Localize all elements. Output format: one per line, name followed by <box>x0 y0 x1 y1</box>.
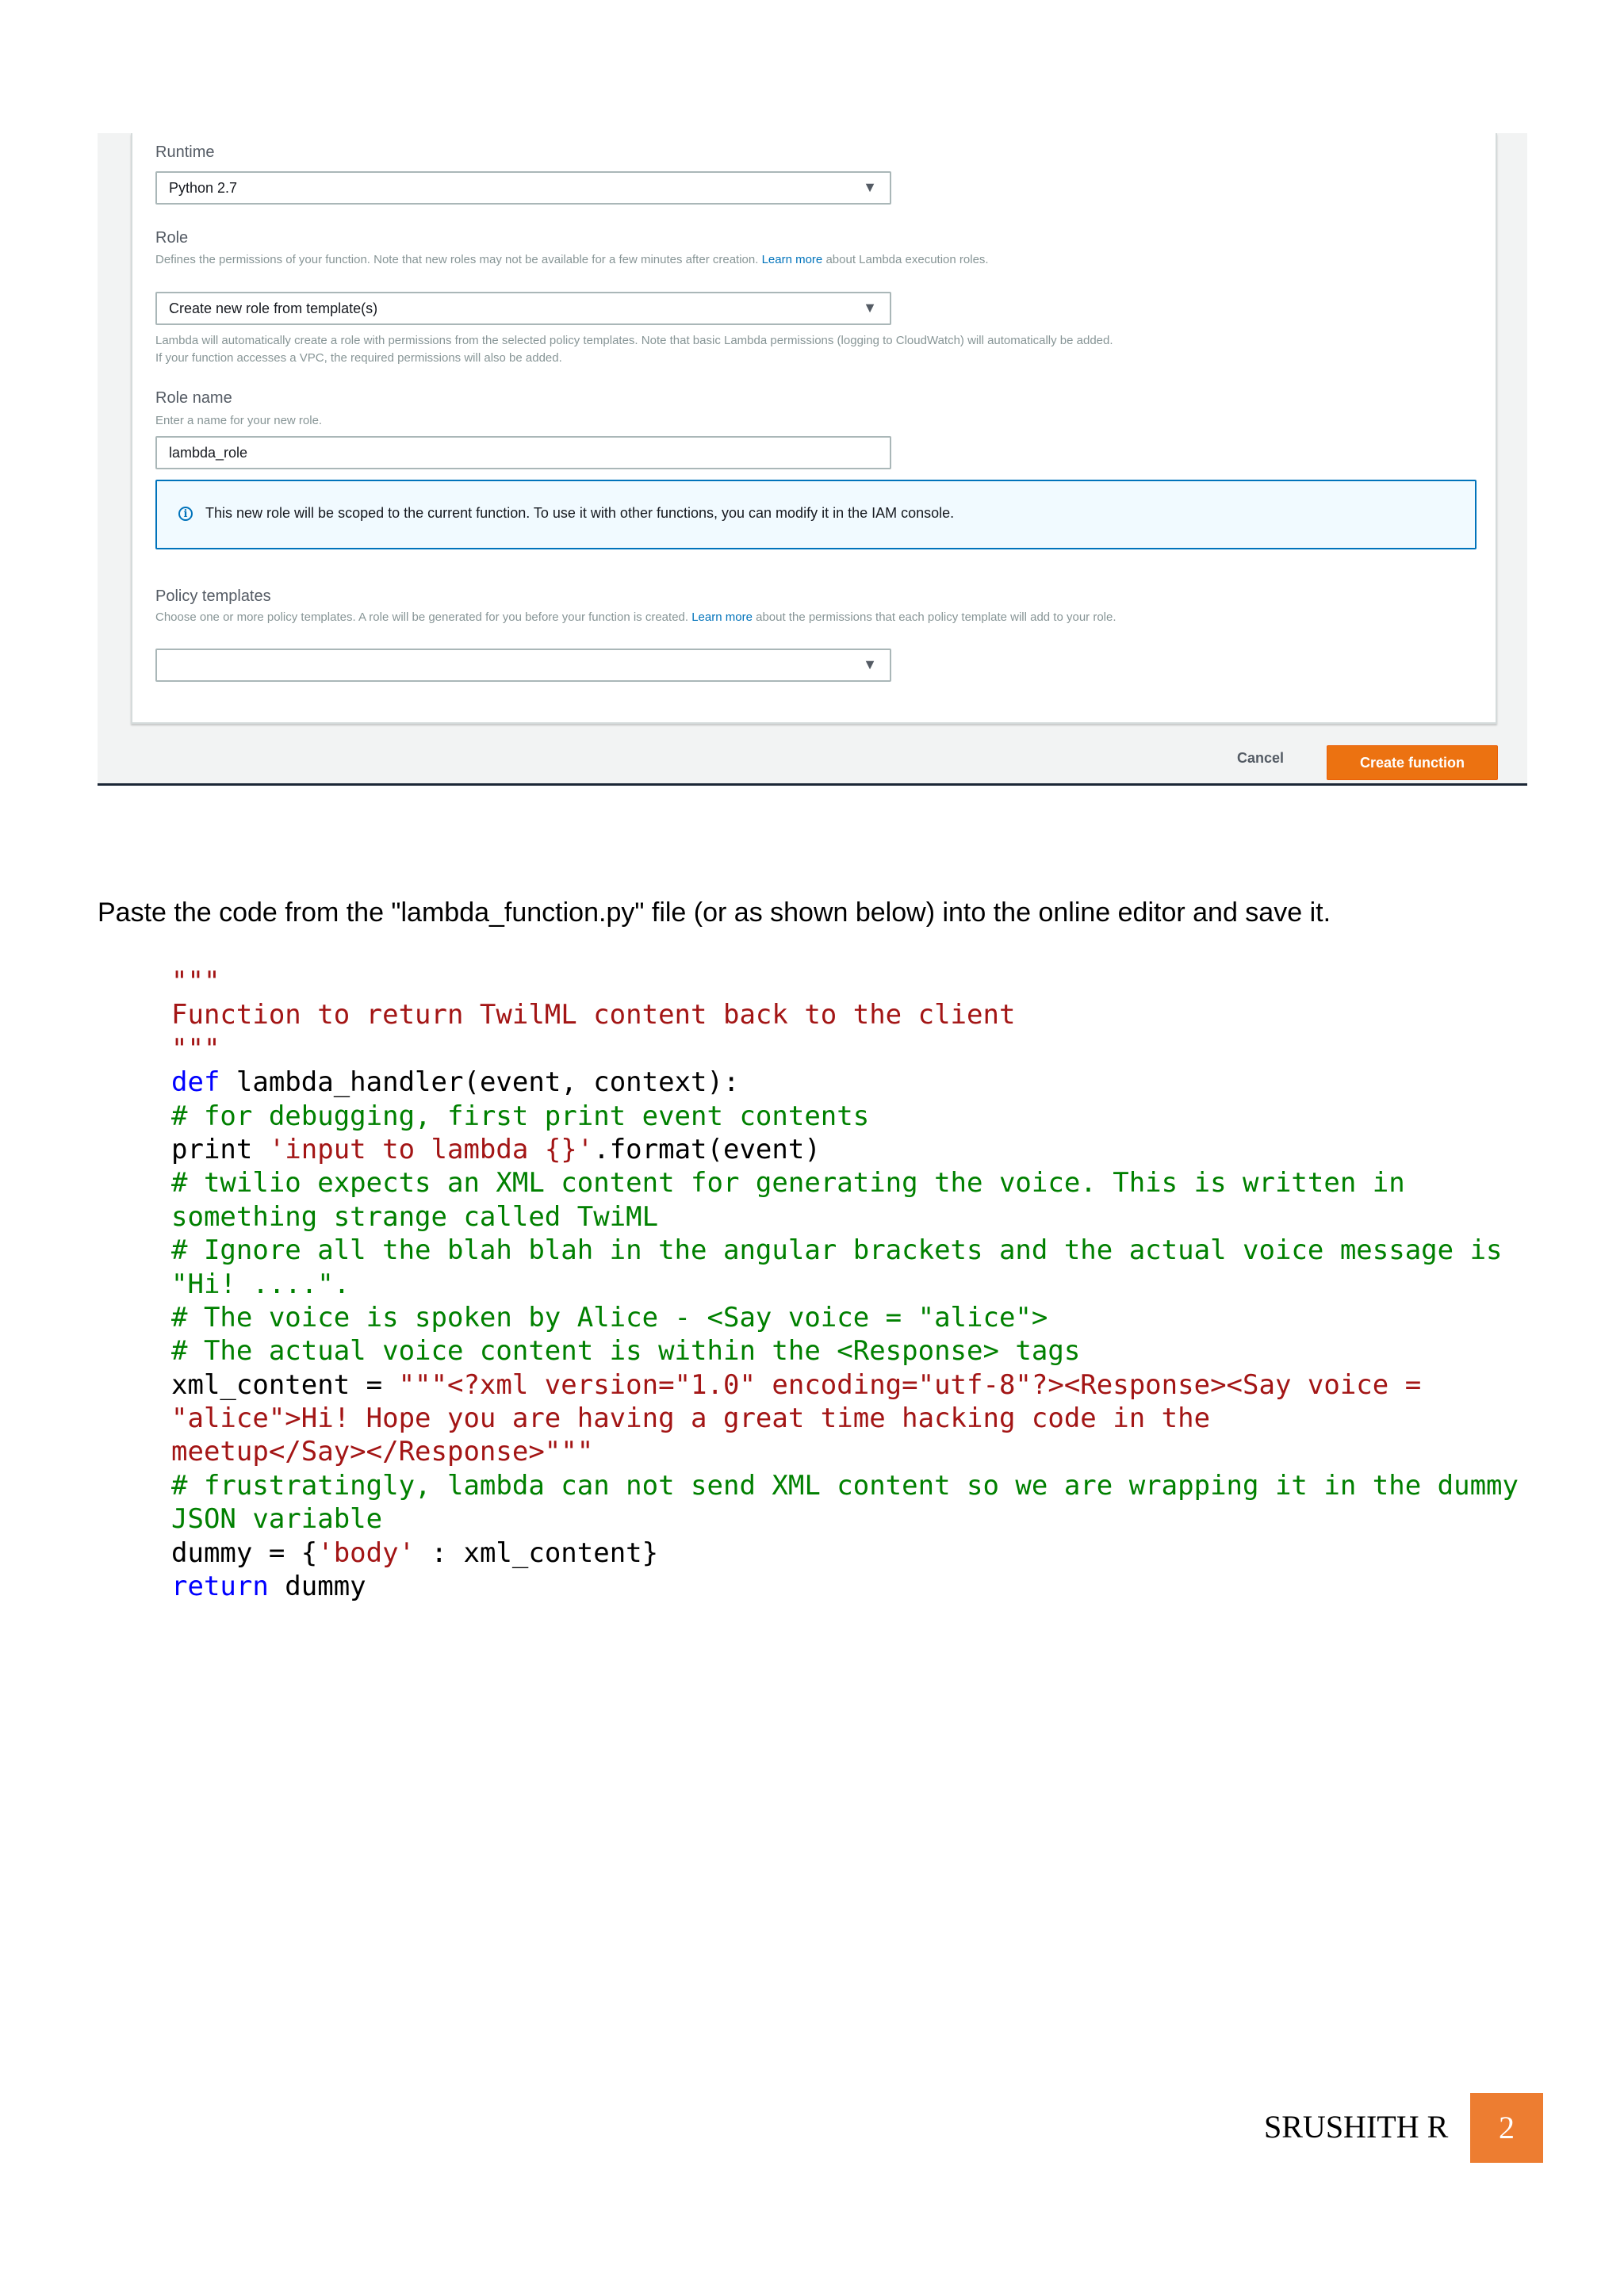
role-learn-more-link[interactable]: Learn more <box>761 253 823 266</box>
code-line <box>171 1502 1519 1536</box>
code-line <box>171 965 1519 998</box>
create-function-button[interactable]: Create function <box>1327 745 1498 780</box>
code-line <box>171 1133 1519 1166</box>
code-token: "Hi! ....". <box>171 1268 350 1300</box>
code-token: """<?xml version="1.0" encoding="utf-8"?><Response><Say voice = <box>398 1368 1422 1401</box>
code-token: """ <box>171 1032 220 1065</box>
code-line <box>171 1032 1519 1066</box>
code-token: JSON variable <box>171 1503 383 1536</box>
policy-description-text: Choose one or more policy templates. A role will be generated for you before your function is created. <box>155 610 692 624</box>
code-token: meetup</Say></Response>""" <box>171 1436 594 1468</box>
code-line <box>171 1066 1519 1099</box>
code-line <box>171 1234 1519 1267</box>
policy-learn-more-link[interactable]: Learn more <box>691 610 753 624</box>
code-token: 'input to lambda {}' <box>268 1133 594 1165</box>
code-line <box>171 1301 1519 1334</box>
code-line <box>171 1402 1519 1435</box>
code-line <box>171 1268 1519 1301</box>
code-token: dummy <box>268 1571 366 1603</box>
runtime-select[interactable] <box>155 171 891 205</box>
code-token: """ <box>171 966 220 997</box>
code-line <box>171 1469 1519 1502</box>
code-token: # The actual voice content is within the <Response> tags <box>171 1335 1081 1368</box>
code-token: xml_content = <box>171 1368 399 1401</box>
info-icon: i <box>178 507 193 521</box>
code-line <box>171 1570 1519 1603</box>
code-token: Function to return TwilML content back to the client <box>171 999 1016 1031</box>
code-token: dummy = { <box>171 1536 318 1569</box>
role-note: Lambda will automatically create a role with permissions from the selected policy templates. Note that basic Lambda permissions (logging to CloudWatch) will automatically be added. If your function accesses a VPC, the required permissions will also be added. <box>155 334 1113 365</box>
code-line <box>171 1200 1519 1234</box>
code-token: 'body' <box>317 1536 416 1569</box>
instruction-paragraph: Paste the code from the "lambda_function.py" file (or as shown below) into the online editor and save it. <box>98 897 1331 928</box>
code-token: something strange called TwiML <box>171 1200 659 1233</box>
page-number-badge: 2 <box>1470 2093 1543 2163</box>
role-name-input[interactable] <box>155 436 891 469</box>
code-token: lambda_handler(event, context): <box>220 1066 740 1099</box>
code-token: : xml_content} <box>415 1536 659 1569</box>
code-line <box>171 998 1519 1031</box>
policy-templates-description <box>155 609 1123 626</box>
runtime-label: Runtime <box>155 144 215 161</box>
role-name-label: Role name <box>155 389 232 407</box>
code-line <box>171 1435 1519 1468</box>
role-select-value: Create new role from template(s) <box>169 300 378 316</box>
code-token: .format(event) <box>593 1133 821 1165</box>
code-token: # The voice is spoken by Alice - <Say voice = "alice"> <box>171 1301 1048 1334</box>
code-token: # for debugging, first print event contents <box>171 1100 870 1132</box>
role-description-text-end: about Lambda execution roles. <box>822 253 989 266</box>
code-line <box>171 1536 1519 1570</box>
create-function-form <box>131 133 1497 724</box>
code-token: def <box>171 1066 220 1099</box>
role-name-hint: Enter a name for your new role. <box>155 414 323 427</box>
runtime-select-value: Python 2.7 <box>169 180 238 196</box>
console-screenshot <box>98 133 1527 786</box>
chevron-down-icon: ▼ <box>863 656 877 672</box>
info-alert <box>155 480 1477 549</box>
footer-author: SRUSHITH R <box>1264 2109 1449 2145</box>
chevron-down-icon: ▼ <box>863 179 877 195</box>
cancel-button[interactable]: Cancel <box>1237 750 1285 766</box>
code-token: # twilio expects an XML content for generating the voice. This is written in <box>171 1167 1405 1200</box>
code-line <box>171 1100 1519 1133</box>
code-token: print <box>171 1133 269 1165</box>
code-line <box>171 1334 1519 1368</box>
role-select[interactable] <box>155 292 891 325</box>
policy-templates-select[interactable] <box>155 649 891 682</box>
code-line <box>171 1368 1519 1402</box>
policy-description-text-end: about the permissions that each policy template will add to your role. <box>752 610 1116 624</box>
code-token: return <box>171 1571 269 1603</box>
role-label: Role <box>155 229 189 247</box>
role-description-text: Defines the permissions of your function. Note that new roles may not be available for a few minutes after creation. <box>155 253 762 266</box>
code-token: # frustratingly, lambda can not send XML content so we are wrapping it in the dummy <box>171 1469 1519 1502</box>
code-token: # Ignore all the blah blah in the angular brackets and the actual voice message is <box>171 1234 1503 1267</box>
chevron-down-icon: ▼ <box>863 300 877 316</box>
code-block <box>171 965 1519 1603</box>
policy-templates-label: Policy templates <box>155 587 271 605</box>
code-line <box>171 1166 1519 1200</box>
role-name-value: lambda_role <box>169 445 248 461</box>
code-token: "alice">Hi! Hope you are having a great time hacking code in the <box>171 1402 1211 1435</box>
role-description <box>155 251 1123 269</box>
info-alert-text: This new role will be scoped to the current function. To use it with other functions, you can modify it in the IAM console. <box>205 505 955 521</box>
